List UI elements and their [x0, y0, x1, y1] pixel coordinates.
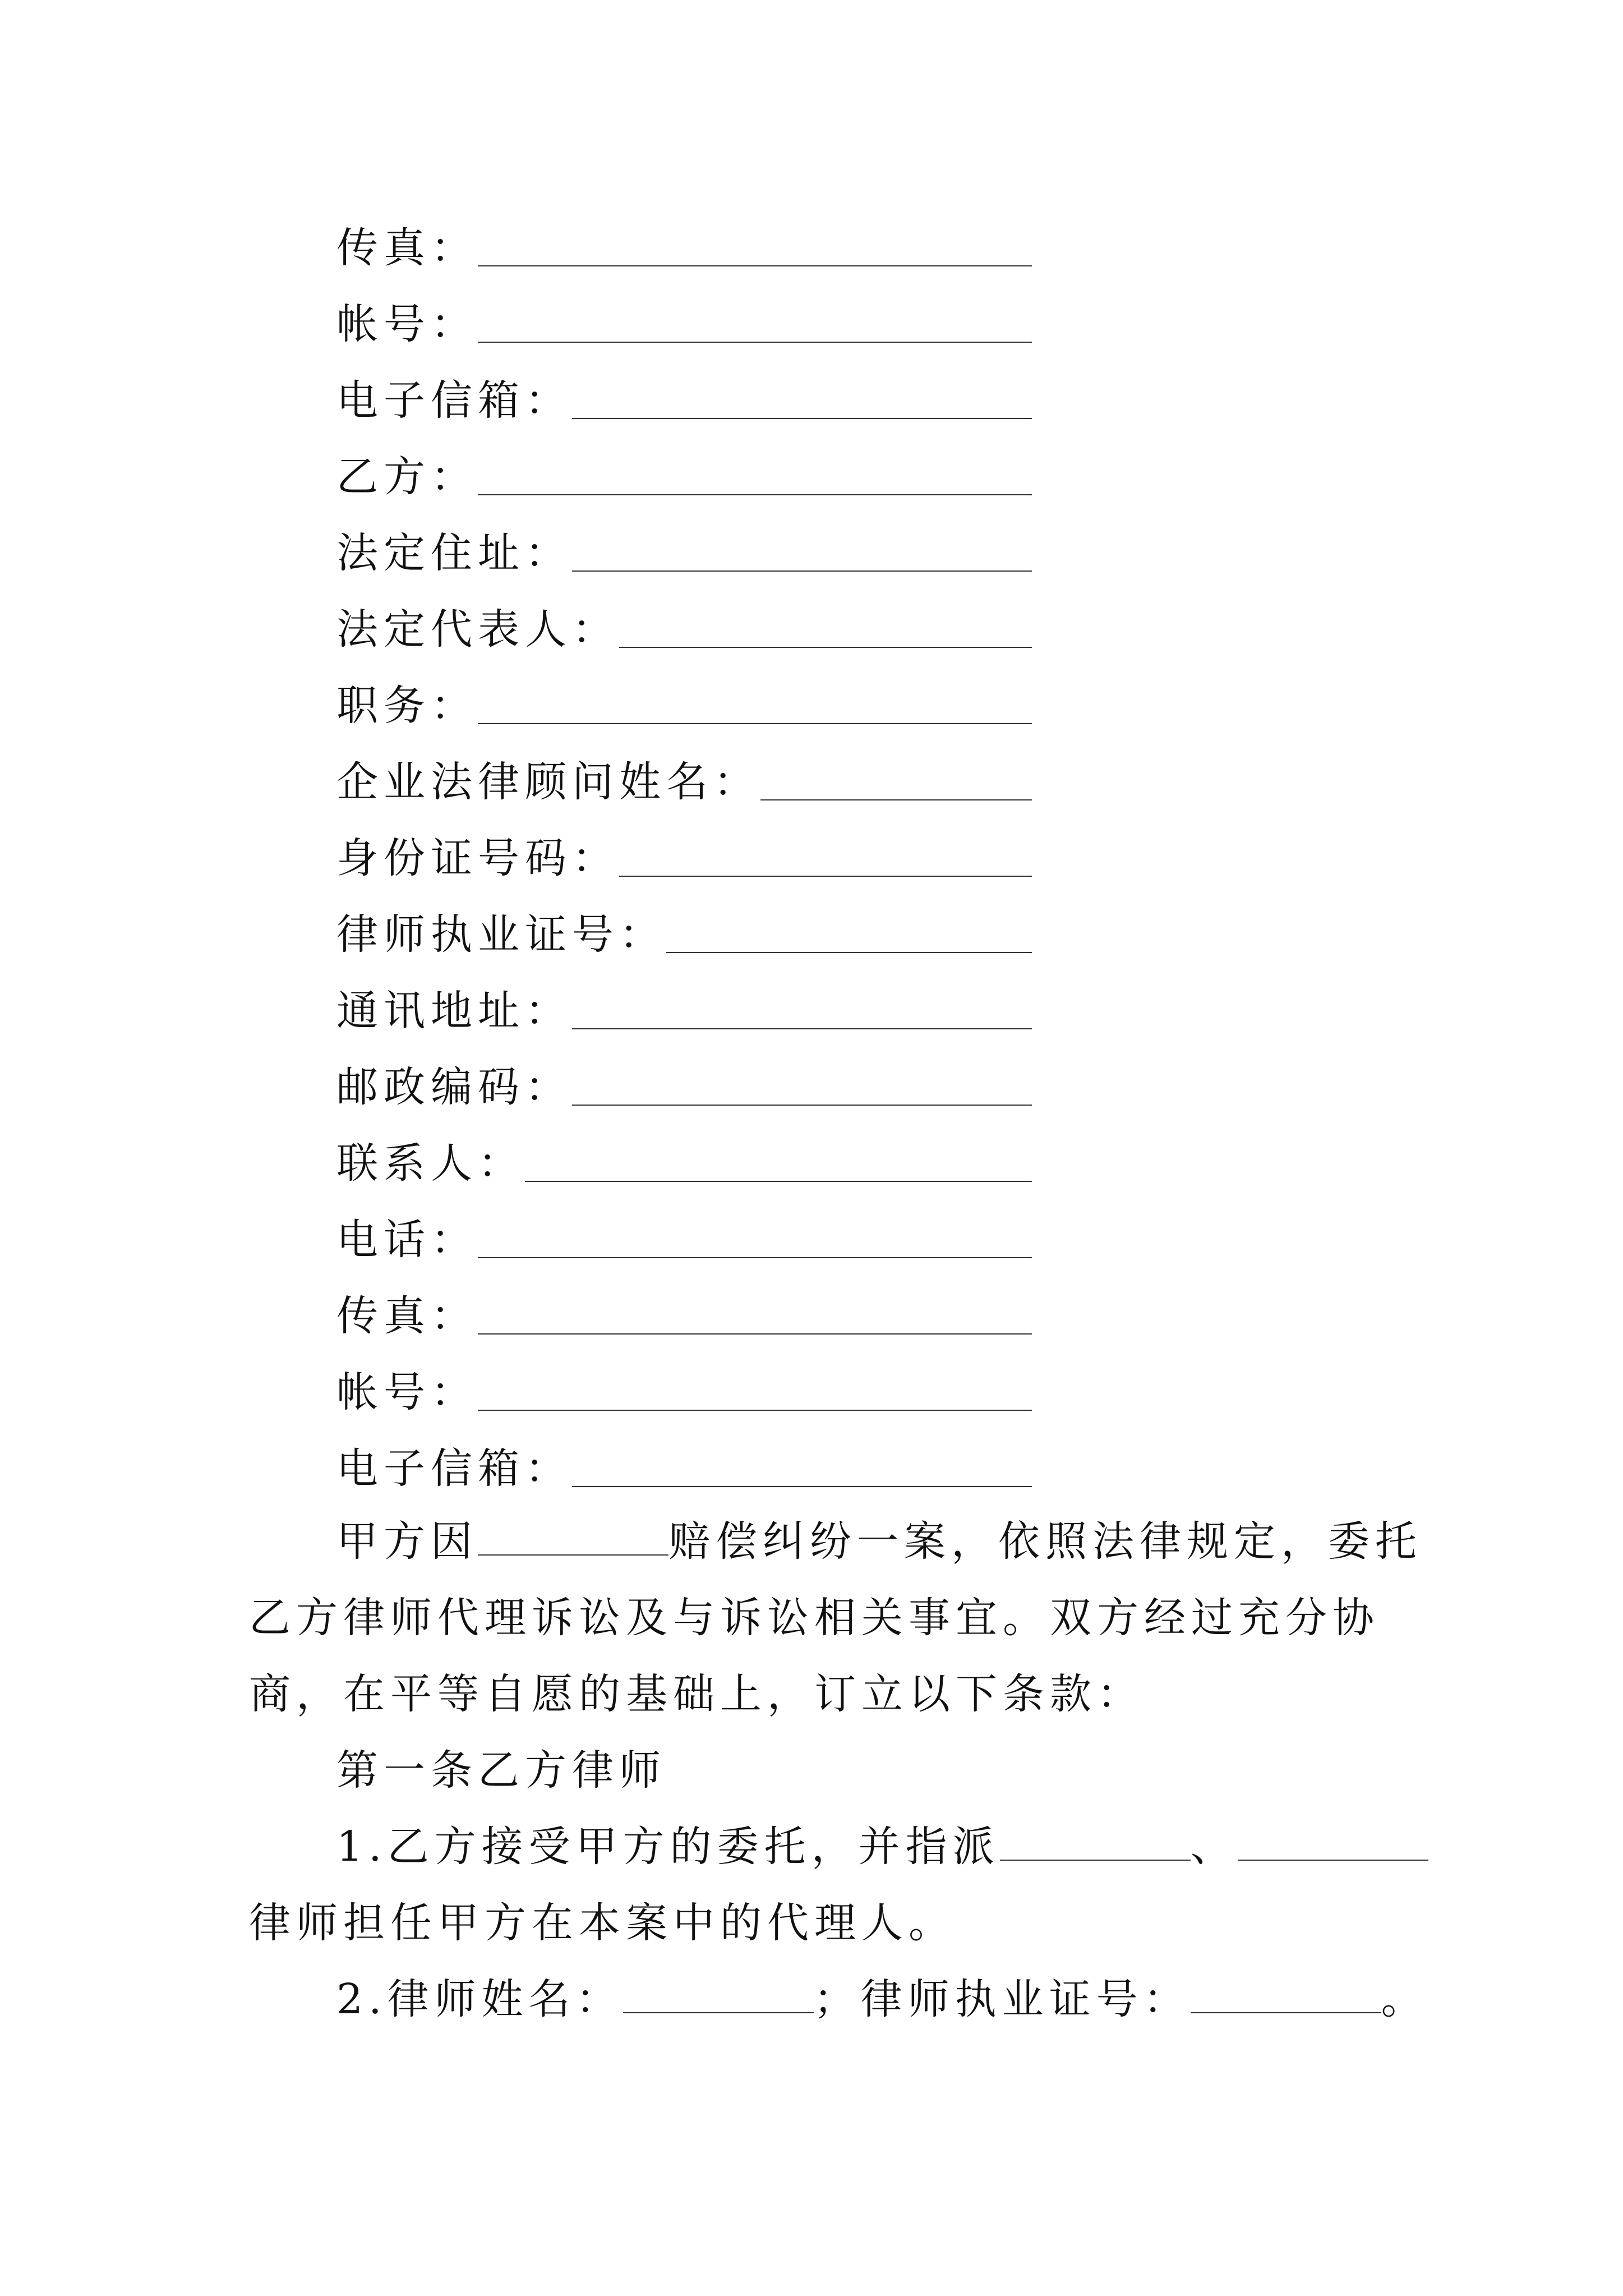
- field-row: [336, 664, 1032, 740]
- field-row: [336, 893, 1032, 969]
- field-row: [336, 588, 1032, 664]
- field-blank[interactable]: [478, 1304, 1032, 1335]
- field-blank[interactable]: [619, 618, 1032, 648]
- field-label: 邮政编码：: [336, 1063, 572, 1111]
- field-label: 电子信箱：: [336, 1444, 572, 1493]
- item-1-text-end: 律师担任甲方在本案中的代理人。: [249, 1899, 956, 1947]
- field-label: 帐号：: [336, 300, 478, 348]
- item-2-end: 。: [1381, 1975, 1428, 2023]
- field-label: 电子信箱：: [336, 376, 572, 425]
- field-label: 法定代表人：: [336, 605, 619, 654]
- field-blank[interactable]: [478, 465, 1032, 495]
- field-label: 通讯地址：: [336, 987, 572, 1035]
- lawyer-name-blank-1[interactable]: [1000, 1830, 1191, 1861]
- field-row: [336, 1046, 1032, 1122]
- article-1-item-1: [249, 1809, 1432, 1961]
- field-label: 乙方：: [336, 453, 478, 501]
- field-blank[interactable]: [478, 1381, 1032, 1411]
- item-1-separator: 、: [1190, 1823, 1238, 1871]
- field-row: [336, 1122, 1032, 1198]
- item-2-text: 2.律师姓名：: [336, 1975, 623, 2023]
- field-blank[interactable]: [666, 923, 1032, 953]
- field-label: 联系人：: [336, 1139, 525, 1188]
- field-row: [336, 740, 1032, 817]
- license-number-blank[interactable]: [1191, 1983, 1381, 2013]
- intro-text-rest: 赔偿纠纷一案，依照法律规定，委托乙方律师代理诉讼及与诉讼相关事宜。双方经过充分协商，在平等自愿的基础上，订立以下条款：: [249, 1517, 1422, 1718]
- article-1-heading-text: 第一条乙方律师: [336, 1746, 666, 1795]
- item-2-separator: ；律师执业证号：: [813, 1975, 1191, 2023]
- intro-text-start: 甲方因: [336, 1517, 478, 1566]
- field-label: 传真：: [336, 1292, 478, 1340]
- field-label: 身份证号码：: [336, 834, 619, 882]
- field-blank[interactable]: [572, 1075, 1032, 1106]
- field-blank[interactable]: [572, 389, 1032, 419]
- field-blank[interactable]: [478, 312, 1032, 343]
- field-label: 职务：: [336, 682, 478, 730]
- field-label: 传真：: [336, 224, 478, 272]
- party-fields: [336, 206, 1032, 1503]
- field-label: 律师执业证号：: [336, 910, 666, 959]
- lawyer-name-blank-2[interactable]: [1238, 1830, 1428, 1861]
- field-blank[interactable]: [619, 846, 1032, 877]
- field-row: [336, 1274, 1032, 1351]
- field-row: [336, 1427, 1032, 1503]
- field-row: [336, 969, 1032, 1046]
- field-label: 法定住址：: [336, 529, 572, 577]
- case-cause-blank[interactable]: [478, 1525, 668, 1556]
- field-row: [336, 817, 1032, 893]
- field-row: [336, 1351, 1032, 1427]
- field-blank[interactable]: [478, 236, 1032, 266]
- field-row: [336, 283, 1032, 359]
- item-1-text: 1.乙方接受甲方的委托，并指派: [336, 1823, 1000, 1871]
- field-row: [336, 512, 1032, 588]
- article-1-item-2: [249, 1961, 1432, 2037]
- field-blank[interactable]: [478, 694, 1032, 724]
- article-1-heading: [249, 1732, 1432, 1809]
- field-row: [336, 435, 1032, 512]
- field-blank[interactable]: [572, 999, 1032, 1029]
- field-row: [336, 1198, 1032, 1274]
- field-blank[interactable]: [525, 1152, 1032, 1182]
- field-blank[interactable]: [572, 1457, 1032, 1487]
- field-label: 企业法律顾问姓名：: [336, 758, 760, 806]
- field-blank[interactable]: [760, 770, 1032, 800]
- field-row: [336, 206, 1032, 283]
- field-row: [336, 359, 1032, 435]
- field-blank[interactable]: [478, 1228, 1032, 1258]
- field-label: 帐号：: [336, 1368, 478, 1416]
- lawyer-name-blank[interactable]: [623, 1983, 814, 2013]
- field-blank[interactable]: [572, 541, 1032, 572]
- field-label: 电话：: [336, 1216, 478, 1264]
- intro-paragraph: [249, 1503, 1432, 1732]
